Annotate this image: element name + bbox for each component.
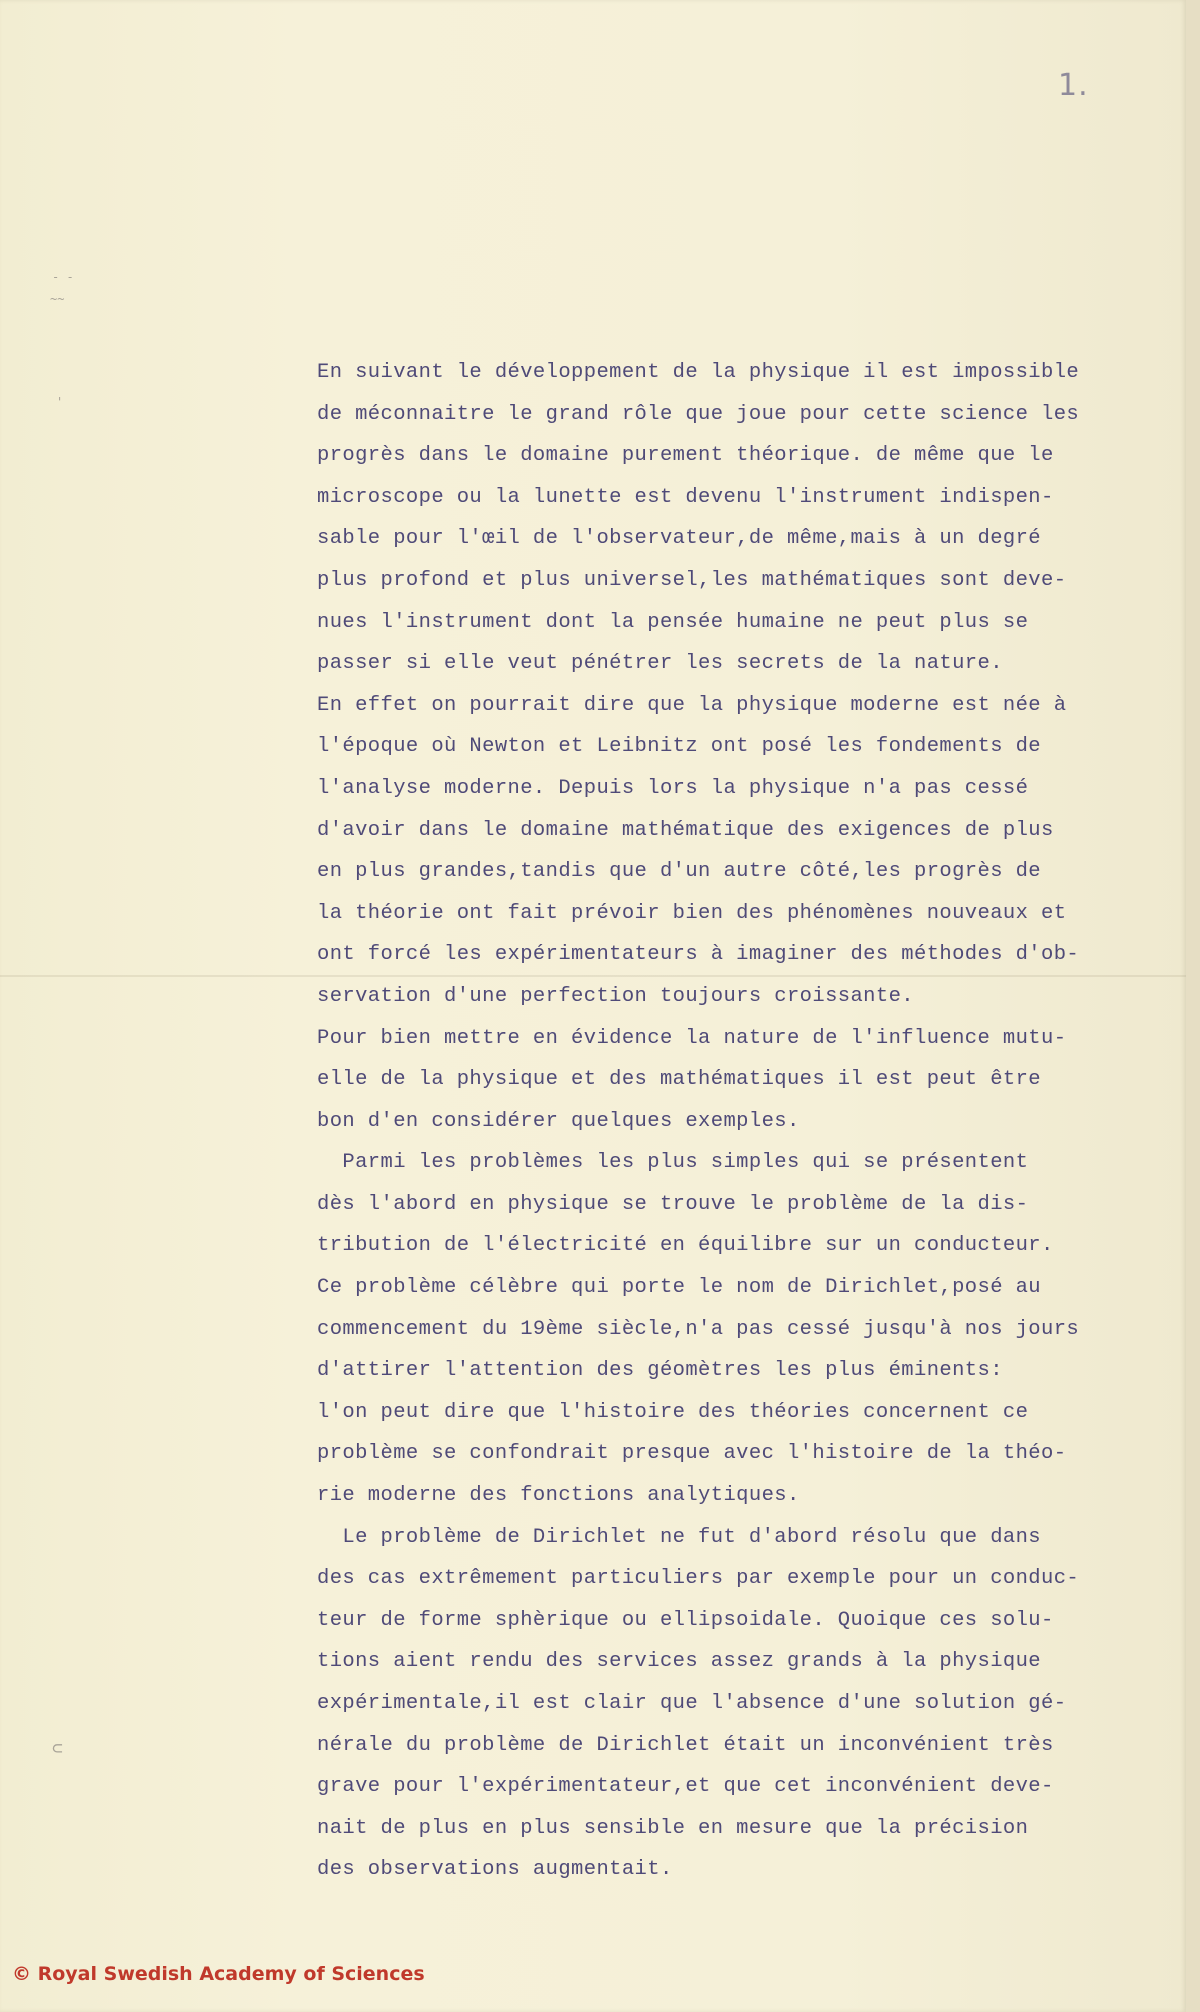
- margin-mark: ~~: [50, 292, 65, 306]
- text-line: progrès dans le domaine purement théorique. de même que le: [317, 444, 1054, 468]
- text-line: l'on peut dire que l'histoire des théories concernent ce: [317, 1400, 1029, 1424]
- text-line: Le problème de Dirichlet ne fut d'abord résolu que dans: [317, 1525, 1042, 1549]
- text-line: En effet on pourrait dire que la physique moderne est née à: [317, 693, 1067, 717]
- text-line: expérimentale,il est clair que l'absence d'une solution gé-: [317, 1692, 1067, 1715]
- text-line: microscope ou la lunette est devenu l'instrument indispen-: [317, 485, 1054, 509]
- text-line: l'époque où Newton et Leibnitz ont posé les fondements de: [317, 735, 1042, 759]
- text-line: en plus grandes,tandis que d'un autre côté,les progrès de: [317, 860, 1042, 884]
- text-line: commencement du 19ème siècle,n'a pas cessé jusqu'à nos jours: [317, 1317, 1080, 1341]
- text-line: des cas extrêmement particuliers par exemple pour un conduc-: [317, 1567, 1080, 1591]
- text-line: passer si elle veut pénétrer les secrets de la nature.: [317, 652, 1003, 676]
- copyright-notice: © Royal Swedish Academy of Sciences: [12, 1963, 425, 1985]
- text-line: nues l'instrument dont la pensée humaine ne peut plus se: [317, 610, 1029, 634]
- text-line: tribution de l'électricité en équilibre sur un conducteur.: [317, 1234, 1054, 1258]
- text-line: nérale du problème de Dirichlet était un inconvénient très: [317, 1733, 1054, 1757]
- paper-edge: [1186, 0, 1200, 2012]
- text-line: Pour bien mettre en évidence la nature de l'influence mutu-: [317, 1026, 1067, 1050]
- text-line: bon d'en considérer quelques exemples.: [317, 1109, 800, 1133]
- text-line: problème se confondrait presque avec l'histoire de la théo-: [317, 1442, 1067, 1466]
- text-line: d'avoir dans le domaine mathématique des exigences de plus: [317, 818, 1054, 842]
- text-line: Parmi les problèmes les plus simples qui se présentent: [317, 1151, 1029, 1175]
- text-line: de méconnaitre le grand rôle que joue pour cette science les: [317, 402, 1080, 426]
- text-line: des observations augmentait.: [317, 1858, 673, 1882]
- page-number: 1.: [1058, 68, 1089, 103]
- text-line: grave pour l'expérimentateur,et que cet inconvénient deve-: [317, 1775, 1054, 1799]
- text-line: plus profond et plus universel,les mathématiques sont deve-: [317, 568, 1067, 592]
- text-line: En suivant le développement de la physique il est impossible: [317, 361, 1080, 384]
- text-line: servation d'une perfection toujours croissante.: [317, 984, 914, 1008]
- text-line: nait de plus en plus sensible en mesure que la précision: [317, 1816, 1029, 1840]
- text-line: rie moderne des fonctions analytiques.: [317, 1484, 800, 1508]
- text-line: d'attirer l'attention des géomètres les plus éminents:: [317, 1359, 1003, 1383]
- text-line: ont forcé les expérimentateurs à imaginer des méthodes d'ob-: [317, 943, 1080, 967]
- text-line: dès l'abord en physique se trouve le problème de la dis-: [317, 1192, 1029, 1216]
- margin-mark: - -: [52, 270, 74, 284]
- text-line: la théorie ont fait prévoir bien des phénomènes nouveaux et: [317, 901, 1067, 925]
- margin-mark: ': [56, 395, 64, 409]
- text-line: l'analyse moderne. Depuis lors la physique n'a pas cessé: [317, 776, 1029, 800]
- text-line: teur de forme sphèrique ou ellipsoidale. Quoique ces solu-: [317, 1608, 1054, 1632]
- typescript-body: [317, 352, 1162, 1891]
- punch-hole-mark: ⊂: [52, 1738, 63, 1759]
- text-line: tions aient rendu des services assez grands à la physique: [317, 1650, 1042, 1674]
- text-line: elle de la physique et des mathématiques il est peut être: [317, 1068, 1042, 1092]
- text-line: Ce problème célèbre qui porte le nom de Dirichlet,posé au: [317, 1276, 1042, 1300]
- text-line: sable pour l'œil de l'observateur,de même,mais à un degré: [317, 527, 1042, 551]
